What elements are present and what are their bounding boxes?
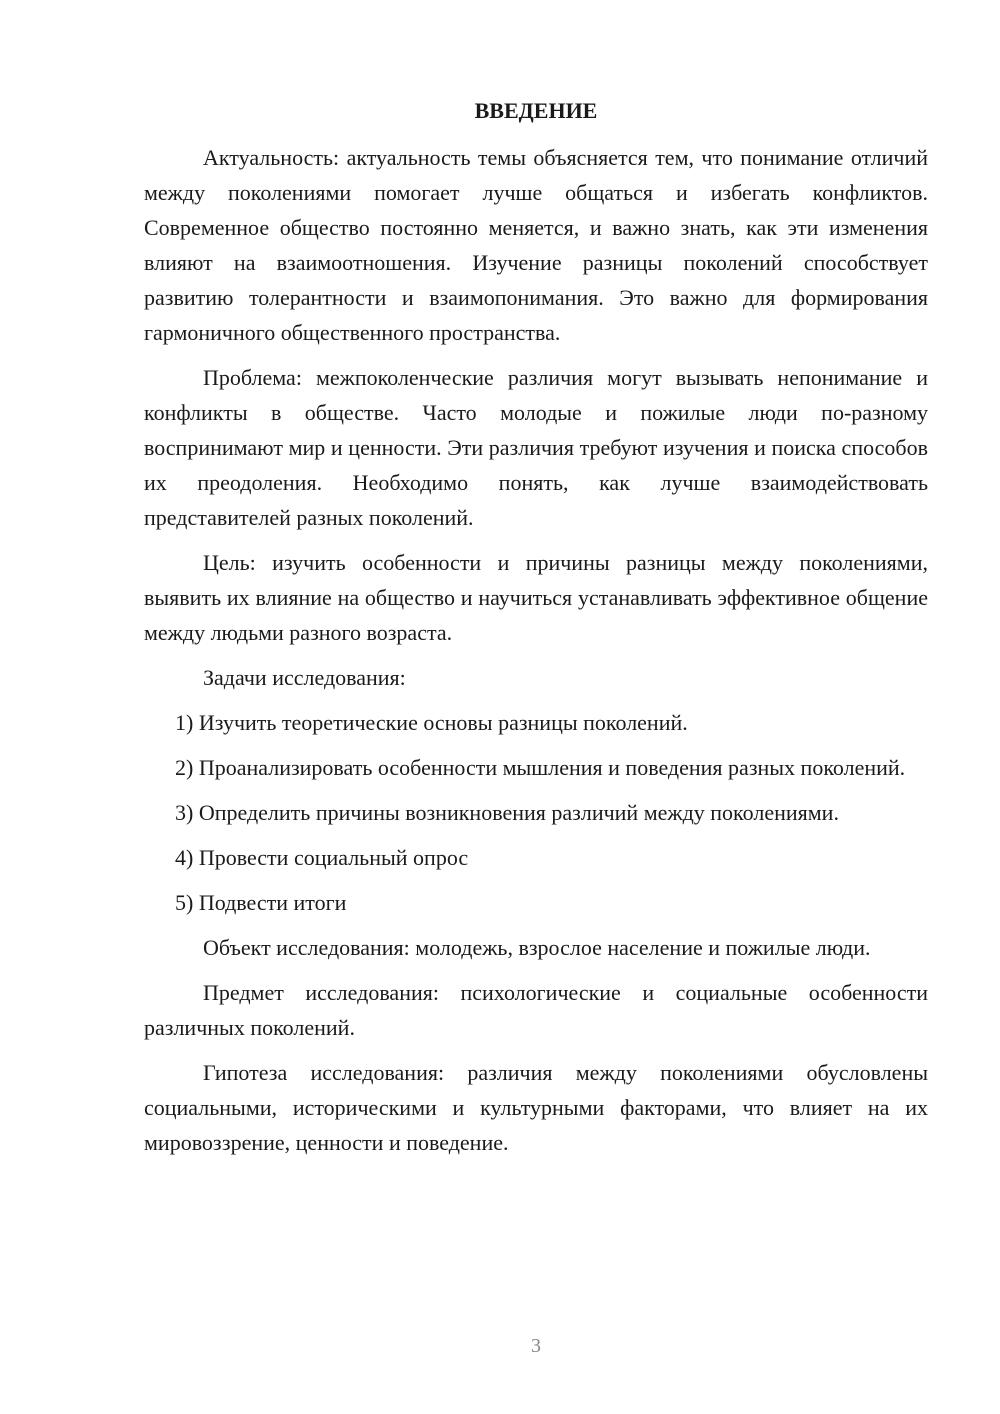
object-paragraph: Объект исследования: молодежь, взрослое население и пожилые люди. xyxy=(203,935,871,960)
goal-paragraph: Цель: изучить особенности и причины разницы между поколениями, выявить их влияние на общество и научиться устанавливать эффективное общение между людьми разного возраста. xyxy=(144,550,928,645)
task-item-5: 5) Подвести итоги xyxy=(175,890,347,915)
task-item-4: 4) Провести социальный опрос xyxy=(175,845,469,870)
subject-paragraph: Предмет исследования: психологические и социальные особенности различных поколений. xyxy=(144,980,928,1040)
page-content xyxy=(144,96,928,1170)
section-title: ВВЕДЕНИЕ xyxy=(474,98,598,123)
tasks-heading: Задачи исследования: xyxy=(203,665,406,690)
task-item-2: 2) Проанализировать особенности мышления и поведения разных поколений. xyxy=(175,755,906,780)
hypothesis-paragraph: Гипотеза исследования: различия между поколениями обусловлены социальными, историческими и культурными факторами, что влияет на их мировоззрение, ценности и поведение. xyxy=(144,1060,928,1155)
problem-paragraph: Проблема: межпоколенческие различия могут вызывать непонимание и конфликты в обществе. Часто молодые и пожилые люди по-разному воспринимают мир и ценности. Эти различия требуют изучения и поиска способов их преодоления. Необходимо понять, как лучше взаимодействовать представителей разных поколений. xyxy=(144,365,928,530)
page-number: 3 xyxy=(531,1335,541,1357)
task-item-3: 3) Определить причины возникновения различий между поколениями. xyxy=(175,800,839,825)
task-item-1: 1) Изучить теоретические основы разницы поколений. xyxy=(175,710,688,735)
relevance-paragraph: Актуальность: актуальность темы объясняется тем, что понимание отличий между поколениями помогает лучше общаться и избегать конфликтов. Современное общество постоянно меняется, и важно знать, как эти изменения влияют на взаимоотношения. Изучение разницы поколений способствует развитию толерантности и взаимопонимания. Это важно для формирования гармоничного общественного пространства. xyxy=(144,145,928,345)
